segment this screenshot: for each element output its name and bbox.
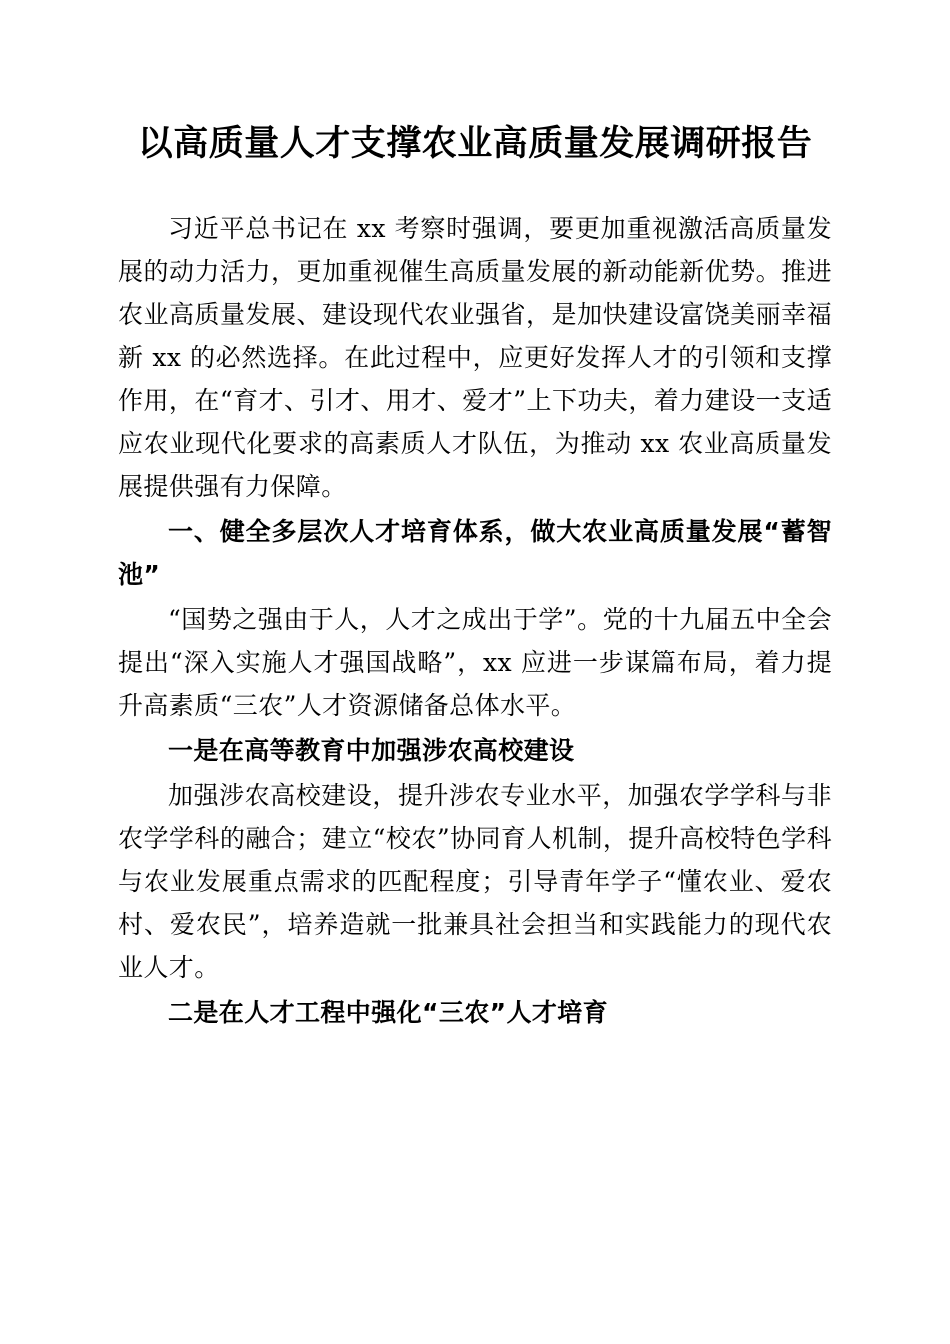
subheading-first-point: 一是在高等教育中加强涉农高校建设 <box>168 736 575 765</box>
paragraph-section-one-body: “国势之强由于人，人才之成出于学”。党的十九届五中全会提出“深入实施人才强国战略”，xx 应进一步谋篇布局，着力提升高素质“三农”人才资源储备总体水平。 <box>118 605 832 720</box>
paragraph-intro: 习近平总书记在 xx 考察时强调，要更加重视激活高质量发展的动力活力，更加重视催生高质量发展的新动能新优势。推进农业高质量发展、建设现代农业强省，是加快建设富饶美丽幸福新 xx 的必然选择。在此过程中，应更好发挥人才的引领和支撑作用，在“育才、引才、用才、爱才”上下功夫，着力建设一支适应农业现代化要求的高素质人才队伍，为推动 xx 农业高质量发展提供强有力保障。 <box>118 214 832 501</box>
section-heading-one: 一、健全多层次人才培育体系，做大农业高质量发展“蓄智池” <box>118 517 832 589</box>
paragraph-first-point-body: 加强涉农高校建设，提升涉农专业水平，加强农学学科与非农学学科的融合；建立“校农”协同育人机制，提升高校特色学科与农业发展重点需求的匹配程度；引导青年学子“懂农业、爱农村、爱农民”，培养造就一批兼具社会担当和实践能力的现代农业人才。 <box>118 781 832 982</box>
subheading-second-point: 二是在人才工程中强化“三农”人才培育 <box>168 998 609 1027</box>
page-title: 以高质量人才支撑农业高质量发展调研报告 <box>137 124 813 164</box>
